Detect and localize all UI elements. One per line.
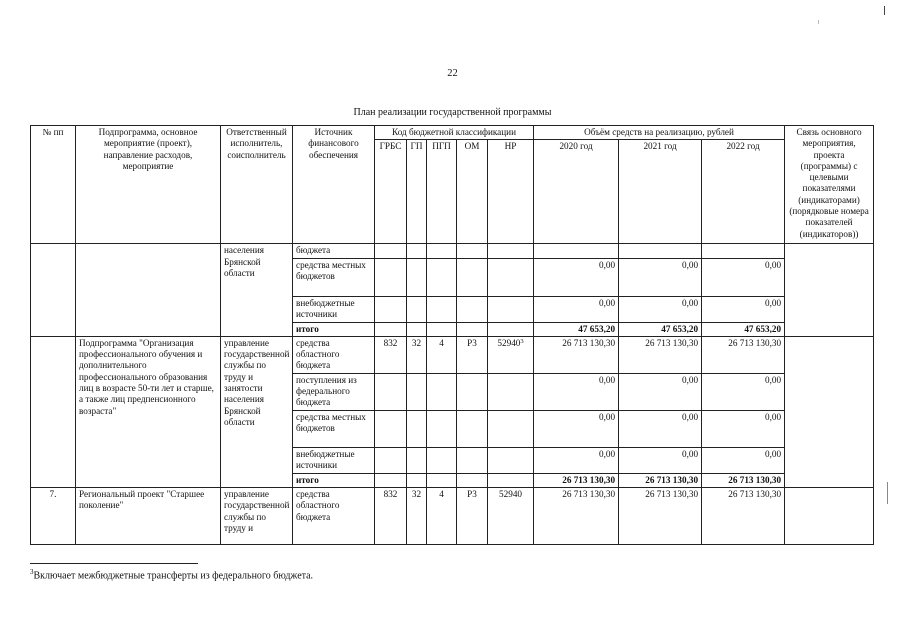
plan-table bbox=[30, 125, 874, 545]
cell-subprogram: Подпрограмма "Организация профессионального обучения и дополнительного профессионального образования лиц в возрасте 50-ти лет и старше, а также лиц предпенсионного возраста" bbox=[76, 336, 221, 487]
footnote-marker: 3 bbox=[520, 337, 524, 345]
cell-source: средства областного бюджета bbox=[293, 488, 375, 545]
cell-2022: 0,00 bbox=[702, 447, 785, 473]
cell-2020: 26 713 130,30 bbox=[534, 473, 619, 487]
header-np: НР bbox=[488, 140, 534, 244]
header-row bbox=[31, 126, 874, 140]
cell-subprogram: Региональный проект "Старшее поколение" bbox=[76, 488, 221, 545]
scan-tick bbox=[818, 20, 819, 24]
footnote bbox=[30, 568, 313, 581]
cell-2022: 26 713 130,30 bbox=[702, 336, 785, 373]
header-2020: 2020 год bbox=[534, 140, 619, 244]
cell-np: 52940 bbox=[488, 488, 534, 545]
header-source: Источник финансового обеспечения bbox=[293, 126, 375, 244]
cell-2020: 0,00 bbox=[534, 296, 619, 322]
cell-source: внебюджетные источники bbox=[293, 296, 375, 322]
cell-2021: 26 713 130,30 bbox=[619, 473, 702, 487]
cell-2020: 0,00 bbox=[534, 258, 619, 296]
corner-mark bbox=[884, 6, 885, 15]
cell-2022: 0,00 bbox=[702, 410, 785, 447]
footnote-rule bbox=[30, 563, 198, 564]
cell-grbs: 832 bbox=[375, 488, 407, 545]
cell-num: 7. bbox=[31, 488, 76, 545]
table-row bbox=[31, 336, 874, 373]
cell-link bbox=[785, 244, 874, 337]
cell-2020: 47 653,20 bbox=[534, 322, 619, 336]
header-grbs: ГРБС bbox=[375, 140, 407, 244]
cell-2020: 0,00 bbox=[534, 447, 619, 473]
cell-grbs: 832 bbox=[375, 336, 407, 373]
cell-2021: 0,00 bbox=[619, 258, 702, 296]
cell-2022: 0,00 bbox=[702, 373, 785, 410]
header-pgp: ПГП bbox=[427, 140, 457, 244]
cell-2022: 0,00 bbox=[702, 296, 785, 322]
cell-source: средства местных бюджетов bbox=[293, 410, 375, 447]
np-value: 52940 bbox=[497, 337, 521, 348]
cell-2022: 26 713 130,30 bbox=[702, 473, 785, 487]
cell-num bbox=[31, 244, 76, 337]
header-num: № пп bbox=[31, 126, 76, 244]
header-funds: Объём средств на реализацию, рублей bbox=[534, 126, 785, 140]
plan-title: План реализации государственной программы bbox=[353, 107, 552, 118]
cell-responsible: управление государственной службы по труду и занятости населения Брянской области bbox=[221, 336, 293, 487]
cell-source-total: итого bbox=[293, 322, 375, 336]
cell-pgp: 4 bbox=[427, 336, 457, 373]
cell-source-total: итого bbox=[293, 473, 375, 487]
cell-gp: 32 bbox=[407, 336, 427, 373]
cell-2022 bbox=[702, 244, 785, 258]
cell-2021: 0,00 bbox=[619, 373, 702, 410]
cell-om: Р3 bbox=[457, 488, 488, 545]
cell-2022: 26 713 130,30 bbox=[702, 488, 785, 545]
cell-source: бюджета bbox=[293, 244, 375, 258]
cell-responsible: населения Брянской области bbox=[221, 244, 293, 337]
edge-mark bbox=[887, 482, 888, 504]
cell-2020 bbox=[534, 244, 619, 258]
cell-2022: 0,00 bbox=[702, 258, 785, 296]
footnote-mark: 3 bbox=[30, 568, 34, 576]
cell-om: Р3 bbox=[457, 336, 488, 373]
cell-source: средства местных бюджетов bbox=[293, 258, 375, 296]
cell-2022: 47 653,20 bbox=[702, 322, 785, 336]
cell-source: внебюджетные источники bbox=[293, 447, 375, 473]
cell-2021 bbox=[619, 244, 702, 258]
cell-source: поступления из федерального бюджета bbox=[293, 373, 375, 410]
table-row bbox=[31, 244, 874, 258]
cell-2021: 47 653,20 bbox=[619, 322, 702, 336]
cell-link bbox=[785, 488, 874, 545]
header-budget-code: Код бюджетной классификации bbox=[375, 126, 534, 140]
cell-2020: 26 713 130,30 bbox=[534, 488, 619, 545]
cell-2021: 26 713 130,30 bbox=[619, 336, 702, 373]
header-2021: 2021 год bbox=[619, 140, 702, 244]
page-number: 22 bbox=[447, 68, 458, 79]
header-responsible: Ответственный исполнитель, соисполнитель bbox=[221, 126, 293, 244]
cell-subprogram bbox=[76, 244, 221, 337]
cell-2021: 0,00 bbox=[619, 296, 702, 322]
cell-num bbox=[31, 336, 76, 487]
table-row bbox=[31, 488, 874, 545]
cell-pgp: 4 bbox=[427, 488, 457, 545]
cell-2020: 26 713 130,30 bbox=[534, 336, 619, 373]
cell-source: средства областного бюджета bbox=[293, 336, 375, 373]
cell-2021: 0,00 bbox=[619, 410, 702, 447]
header-om: ОМ bbox=[457, 140, 488, 244]
footnote-text: Включает межбюджетные трансферты из федерального бюджета. bbox=[33, 570, 314, 582]
cell-link bbox=[785, 336, 874, 487]
cell-2021: 26 713 130,30 bbox=[619, 488, 702, 545]
header-link: Связь основного мероприятия, проекта (программы) с целевыми показателями (индикаторами) (порядковые номера показателей (индикаторов)) bbox=[785, 126, 874, 244]
cell-gp: 32 bbox=[407, 488, 427, 545]
header-2022: 2022 год bbox=[702, 140, 785, 244]
header-subprogram: Подпрограмма, основное мероприятие (проект), направление расходов, мероприятие bbox=[76, 126, 221, 244]
cell-np bbox=[488, 336, 534, 373]
cell-2020: 0,00 bbox=[534, 373, 619, 410]
cell-2021: 0,00 bbox=[619, 447, 702, 473]
cell-responsible: управление государственной службы по труду и bbox=[221, 488, 293, 545]
cell-2020: 0,00 bbox=[534, 410, 619, 447]
header-gp: ГП bbox=[407, 140, 427, 244]
